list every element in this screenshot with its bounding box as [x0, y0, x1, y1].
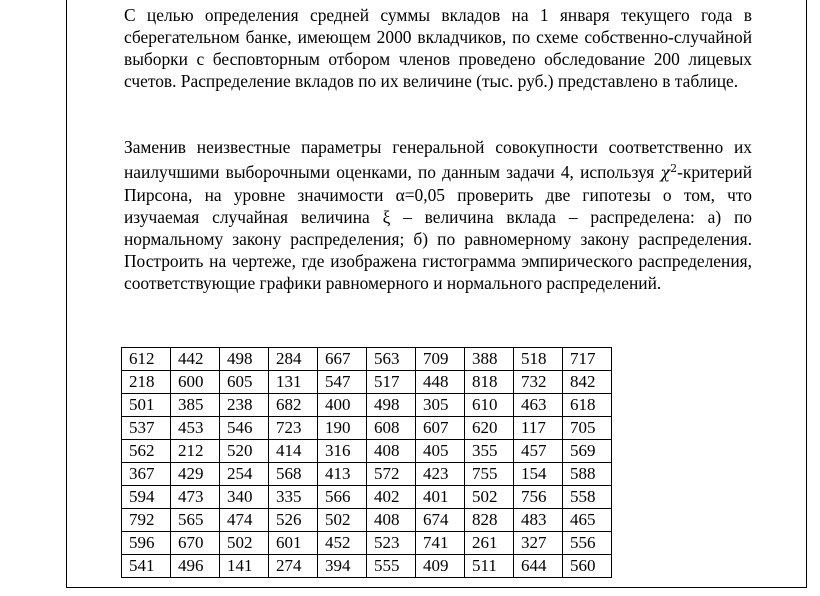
table-cell: 601	[269, 532, 318, 555]
table-row	[122, 555, 612, 578]
table-cell: 131	[269, 371, 318, 394]
table-cell: 588	[563, 463, 612, 486]
table-cell: 644	[514, 555, 563, 578]
table-cell: 473	[171, 486, 220, 509]
table-cell: 612	[122, 348, 171, 371]
table-cell: 401	[416, 486, 465, 509]
table-cell: 709	[416, 348, 465, 371]
table-row	[122, 440, 612, 463]
table-cell: 674	[416, 509, 465, 532]
task-paragraph	[124, 136, 752, 294]
table-row	[122, 417, 612, 440]
table-cell: 608	[367, 417, 416, 440]
table-cell: 818	[465, 371, 514, 394]
table-cell: 732	[514, 371, 563, 394]
table-row	[122, 371, 612, 394]
chi-letter: χ	[660, 163, 671, 182]
table-row	[122, 509, 612, 532]
table-cell: 463	[514, 394, 563, 417]
table-cell: 547	[318, 371, 367, 394]
deposits-table-body	[122, 348, 612, 578]
table-cell: 316	[318, 440, 367, 463]
deposits-table	[121, 347, 612, 578]
table-cell: 670	[171, 532, 220, 555]
table-cell: 682	[269, 394, 318, 417]
table-cell: 274	[269, 555, 318, 578]
table-cell: 558	[563, 486, 612, 509]
table-cell: 569	[563, 440, 612, 463]
table-cell: 502	[465, 486, 514, 509]
table-cell: 474	[220, 509, 269, 532]
table-cell: 565	[171, 509, 220, 532]
table-cell: 828	[465, 509, 514, 532]
table-cell: 448	[416, 371, 465, 394]
table-row	[122, 532, 612, 555]
table-cell: 502	[220, 532, 269, 555]
table-cell: 620	[465, 417, 514, 440]
table-cell: 792	[122, 509, 171, 532]
table-cell: 496	[171, 555, 220, 578]
chi-exponent: 2	[670, 162, 678, 175]
table-cell: 741	[416, 532, 465, 555]
table-cell: 117	[514, 417, 563, 440]
table-cell: 566	[318, 486, 367, 509]
table-cell: 394	[318, 555, 367, 578]
table-cell: 367	[122, 463, 171, 486]
table-cell: 452	[318, 532, 367, 555]
table-cell: 607	[416, 417, 465, 440]
table-cell: 498	[220, 348, 269, 371]
table-cell: 408	[367, 509, 416, 532]
table-cell: 605	[220, 371, 269, 394]
table-cell: 523	[367, 532, 416, 555]
table-cell: 498	[367, 394, 416, 417]
table-cell: 457	[514, 440, 563, 463]
table-cell: 568	[269, 463, 318, 486]
table-cell: 842	[563, 371, 612, 394]
table-cell: 755	[465, 463, 514, 486]
table-cell: 556	[563, 532, 612, 555]
table-cell: 705	[563, 417, 612, 440]
table-cell: 502	[318, 509, 367, 532]
task-text-start: Заменив неизвестные параметры генеральной совокупности соответственно их наилучшими выборочными оценками, по данным задачи 4, используя	[124, 137, 752, 182]
table-row	[122, 348, 612, 371]
table-cell: 327	[514, 532, 563, 555]
table-cell: 520	[220, 440, 269, 463]
table-cell: 141	[220, 555, 269, 578]
table-cell: 388	[465, 348, 514, 371]
table-cell: 465	[563, 509, 612, 532]
table-cell: 429	[171, 463, 220, 486]
problem-statement-paragraph: С целью определения средней суммы вкладов на 1 января текущего года в сберегательном банке, имеющем 2000 вкладчиков, по схеме собственно-случайной выборки с бесповторным отбором членов проведено обследование 200 лицевых счетов. Распределение вкладов по их величине (тыс. руб.) представлено в таблице.	[124, 5, 752, 91]
table-row	[122, 463, 612, 486]
table-cell: 756	[514, 486, 563, 509]
table-cell: 408	[367, 440, 416, 463]
table-cell: 305	[416, 394, 465, 417]
table-cell: 340	[220, 486, 269, 509]
table-cell: 483	[514, 509, 563, 532]
table-cell: 405	[416, 440, 465, 463]
table-cell: 518	[514, 348, 563, 371]
table-cell: 600	[171, 371, 220, 394]
table-cell: 610	[465, 394, 514, 417]
table-cell: 546	[220, 417, 269, 440]
table-cell: 717	[563, 348, 612, 371]
table-cell: 414	[269, 440, 318, 463]
table-row	[122, 486, 612, 509]
table-cell: 526	[269, 509, 318, 532]
table-cell: 423	[416, 463, 465, 486]
table-cell: 442	[171, 348, 220, 371]
table-cell: 409	[416, 555, 465, 578]
table-cell: 335	[269, 486, 318, 509]
chi-squared-symbol	[660, 163, 677, 182]
table-cell: 560	[563, 555, 612, 578]
table-cell: 238	[220, 394, 269, 417]
table-cell: 723	[269, 417, 318, 440]
table-cell: 154	[514, 463, 563, 486]
table-cell: 218	[122, 371, 171, 394]
task-text-end: -критерий Пирсона, на уровне значимости α=0,05 проверить две гипотезы о том, что изучаемая случайная величина ξ – величина вклада – распределена: а) по нормальному закону распределения; б) по равномерному закону распределения. Построить на чертеже, где изображена гистограмма эмпирического распределения, соответствующие графики равномерного и нормального распределений.	[124, 162, 752, 293]
table-cell: 453	[171, 417, 220, 440]
table-cell: 537	[122, 417, 171, 440]
table-cell: 400	[318, 394, 367, 417]
table-cell: 284	[269, 348, 318, 371]
table-cell: 594	[122, 486, 171, 509]
table-cell: 541	[122, 555, 171, 578]
table-cell: 355	[465, 440, 514, 463]
table-cell: 563	[367, 348, 416, 371]
table-cell: 190	[318, 417, 367, 440]
table-cell: 555	[367, 555, 416, 578]
table-cell: 511	[465, 555, 514, 578]
table-cell: 562	[122, 440, 171, 463]
table-cell: 402	[367, 486, 416, 509]
table-cell: 385	[171, 394, 220, 417]
table-cell: 618	[563, 394, 612, 417]
table-cell: 501	[122, 394, 171, 417]
table-row	[122, 394, 612, 417]
table-cell: 261	[465, 532, 514, 555]
table-cell: 667	[318, 348, 367, 371]
table-cell: 212	[171, 440, 220, 463]
table-cell: 572	[367, 463, 416, 486]
table-cell: 596	[122, 532, 171, 555]
table-cell: 254	[220, 463, 269, 486]
table-cell: 517	[367, 371, 416, 394]
table-cell: 413	[318, 463, 367, 486]
